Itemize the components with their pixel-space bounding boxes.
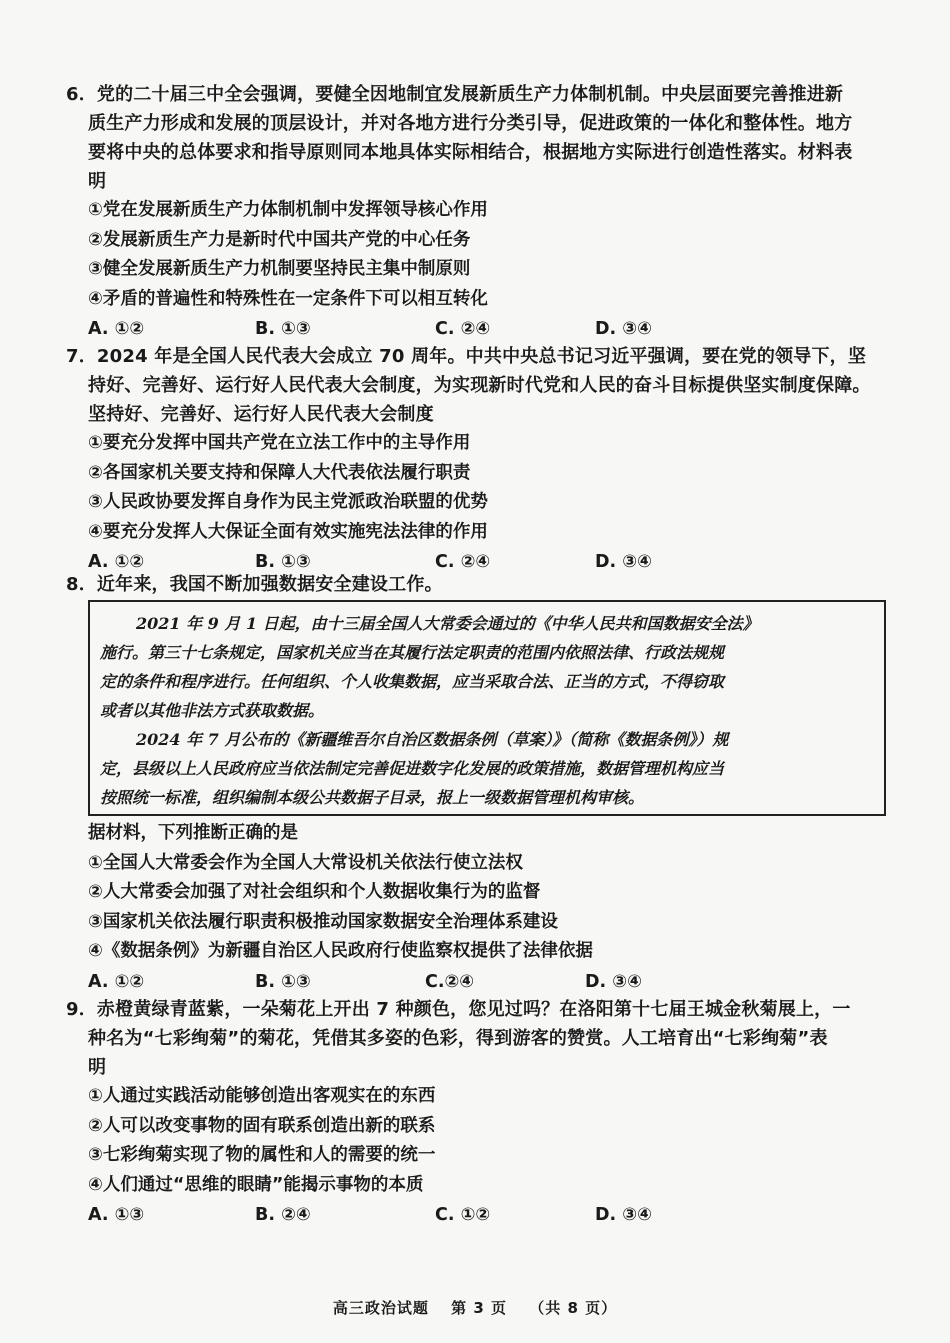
answer-choices: [66, 967, 926, 997]
choice-b: B. ①③: [255, 552, 311, 572]
question-stem-line: 6．党的二十届三中全会强调，要健全因地制宜发展新质生产力体制机制。中央层面要完善推进新: [66, 84, 844, 105]
question-stem-line: 明: [88, 171, 107, 192]
question-stem-line: 坚持好、完善好、运行好人民代表大会制度: [88, 404, 434, 425]
choice-a: A. ①②: [88, 552, 145, 572]
statement-option: ②人可以改变事物的固有联系创造出新的联系: [88, 1115, 436, 1136]
choice-b: B. ①③: [255, 319, 311, 339]
question-stem-line: 种名为“七彩绚菊”的菊花，凭借其多姿的色彩，得到游客的赞赏。人工培育出“七彩绚菊”表: [88, 1028, 828, 1049]
exam-title: 高三政治试题: [332, 1299, 429, 1317]
statement-option: ③健全发展新质生产力机制要坚持民主集中制原则: [88, 259, 471, 279]
question-6: [66, 80, 926, 344]
statement-option: ③人民政协要发挥自身作为民主党派政治联盟的优势: [88, 492, 488, 512]
question-7: [66, 342, 926, 577]
material-line: 或者以其他非法方式获取数据。: [100, 701, 325, 720]
question-9: [66, 995, 926, 1230]
material-line: 定的条件和程序进行。任何组织、个人收集数据，应当采取合法、正当的方式，不得窃取: [100, 672, 725, 691]
material-line: 2024 年 7 月公布的《新疆维吾尔自治区数据条例（草案）》（简称《数据条例》）规: [136, 730, 729, 749]
question-stem-line: 要将中央的总体要求和指导原则同本地具体实际相结合，根据地方实际进行创造性落实。材料表: [88, 142, 853, 163]
choice-c: C. ②④: [435, 319, 491, 339]
question-8-body: [66, 819, 926, 997]
question-stem-line: 持好、完善好、运行好人民代表大会制度，为实现新时代党和人民的奋斗目标提供坚实制度保障。: [88, 375, 871, 396]
material-paragraph-1: [100, 609, 874, 638]
material-line: 定，县级以上人民政府应当依法制定完善促进数字化发展的政策措施，数据管理机构应当: [100, 759, 725, 778]
statement-option: ③七彩绚菊实现了物的属性和人的需要的统一: [88, 1145, 436, 1165]
statement-option: ④要充分发挥人大保证全面有效实施宪法法律的作用: [88, 521, 488, 542]
choice-a: A. ①②: [88, 971, 145, 992]
choice-b: B. ①③: [255, 971, 311, 992]
choice-d: D. ③④: [585, 971, 642, 992]
statement-option: ①要充分发挥中国共产党在立法工作中的主导作用: [88, 433, 471, 453]
page-footer: [0, 1297, 950, 1318]
choice-d: D. ③④: [595, 319, 652, 339]
page-number: 第 3 页: [451, 1299, 507, 1317]
material-line: 按照统一标准，组织编制本级公共数据子目录，报上一级数据管理机构审核。: [100, 788, 645, 807]
statement-option: ④矛盾的普遍性和特殊性在一定条件下可以相互转化: [88, 288, 488, 309]
question-stem-line: 9．赤橙黄绿青蓝紫，一朵菊花上开出 7 种颜色，您见过吗？在洛阳第十七届王城金秋菊展上，一: [66, 999, 851, 1020]
choice-d: D. ③④: [595, 1205, 652, 1225]
material-line: 施行。第三十七条规定，国家机关应当在其履行法定职责的范围内依照法律、行政法规规: [100, 643, 725, 662]
statement-option: ③国家机关依法履行职责积极推动国家数据安全治理体系建设: [88, 911, 558, 932]
statement-option: ④人们通过“思维的眼睛”能揭示事物的本质: [88, 1174, 424, 1195]
material-paragraph-1-cont: [100, 638, 874, 725]
material-paragraph-2-cont: [100, 754, 874, 812]
statement-option: ①党在发展新质生产力体制机制中发挥领导核心作用: [88, 200, 488, 220]
question-stem-line: 7．2024 年是全国人民代表大会成立 70 周年。中共中央总书记习近平强调，要在党的领导下，坚: [66, 346, 867, 367]
question-stem-line: 质生产力形成和发展的顶层设计，并对各地方进行分类引导，促进政策的一体化和整体性。地方: [88, 113, 853, 134]
choice-d: D. ③④: [595, 552, 652, 572]
answer-choices: [66, 314, 926, 344]
choice-c: C. ②④: [435, 552, 491, 572]
choice-b: B. ②④: [255, 1205, 311, 1225]
statement-option: ①人通过实践活动能够创造出客观实在的东西: [88, 1086, 436, 1106]
choice-c: C. ①②: [435, 1205, 491, 1225]
question-stem-line: 8．近年来，我国不断加强数据安全建设工作。: [66, 574, 443, 595]
choice-a: A. ①③: [88, 1205, 145, 1225]
page-total: （共 8 页）: [529, 1299, 618, 1317]
material-box: [88, 600, 886, 816]
statement-option: ②发展新质生产力是新时代中国共产党的中心任务: [88, 229, 471, 250]
choice-c: C.②④: [425, 971, 475, 992]
question-stem-line: 明: [88, 1057, 107, 1078]
material-line: 2021 年 9 月 1 日起，由十三届全国人大常委会通过的《中华人民共和国数据安全法》: [136, 614, 759, 633]
question-lead: 据材料，下列推断正确的是: [88, 823, 298, 843]
material-paragraph-2: [100, 725, 874, 754]
answer-choices: [66, 1200, 926, 1230]
statement-option: ①全国人大常委会作为全国人大常设机关依法行使立法权: [88, 852, 523, 873]
question-8: [66, 570, 926, 599]
statement-option: ②各国家机关要支持和保障人大代表依法履行职责: [88, 462, 471, 483]
choice-a: A. ①②: [88, 319, 145, 339]
statement-option: ②人大常委会加强了对社会组织和个人数据收集行为的监督: [88, 882, 541, 902]
statement-option: ④《数据条例》为新疆自治区人民政府行使监察权提供了法律依据: [88, 941, 593, 961]
